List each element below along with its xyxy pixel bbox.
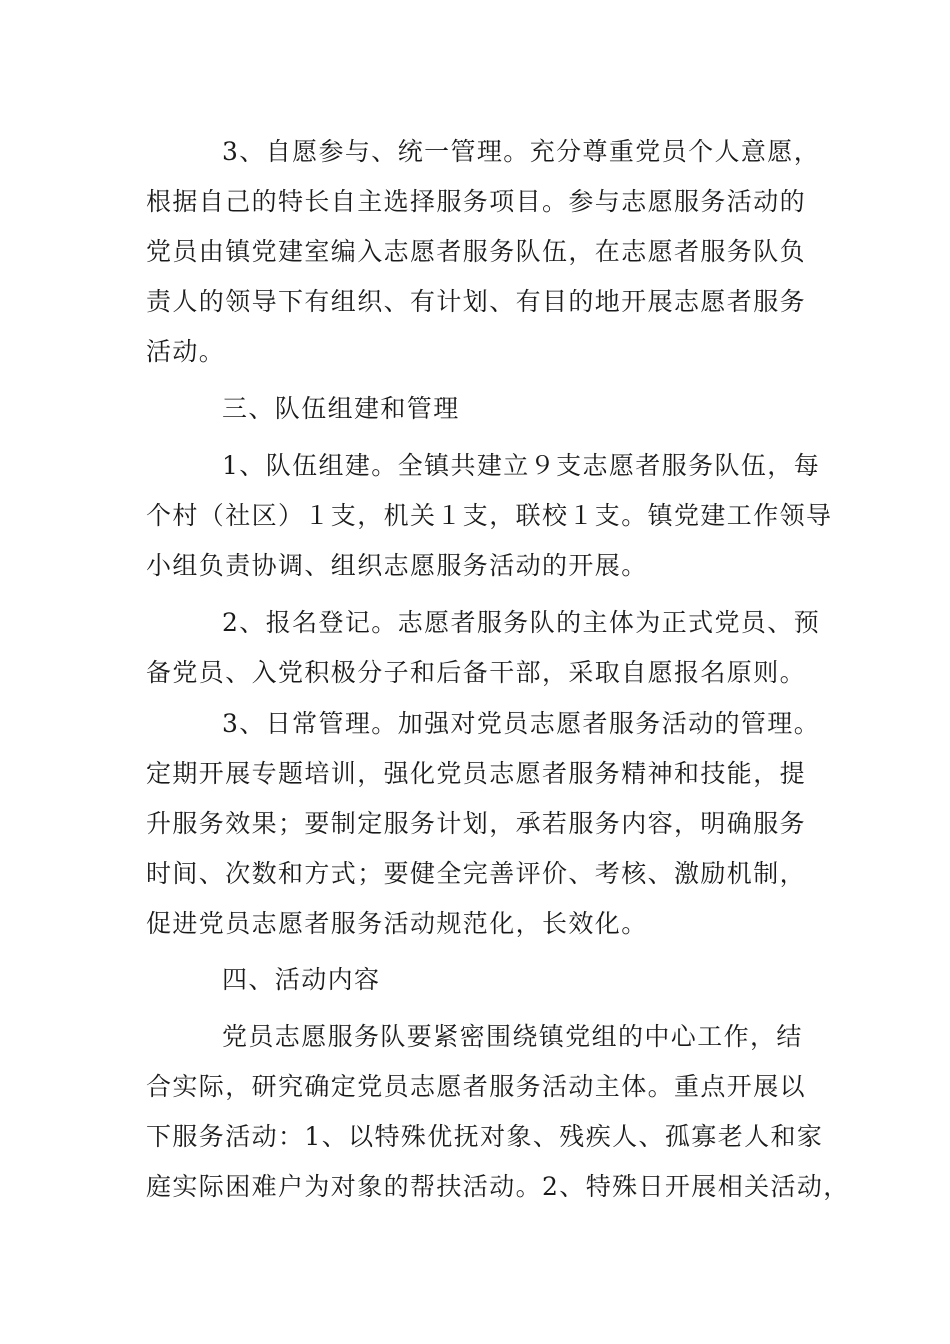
paragraph-daily-management-line: 时间、次数和方式；要健全完善评价、考核、激励机制，: [146, 859, 807, 888]
heading-team-building: 三、队伍组建和管理: [222, 394, 460, 423]
paragraph-daily-management-line: 促进党员志愿者服务活动规范化，长效化。: [146, 909, 648, 938]
paragraph-self-willing-management-line: 责人的领导下有组织、有计划、有目的地开展志愿者服务: [146, 287, 807, 316]
paragraph-self-willing-management-line: 活动。: [146, 337, 226, 366]
paragraph-self-willing-management-line: 3、自愿参与、统一管理。充分尊重党员个人意愿，: [222, 137, 821, 166]
paragraph-self-willing-management-line: 根据自己的特长自主选择服务项目。参与志愿服务活动的: [146, 187, 807, 216]
paragraph-daily-management-line: 升服务效果；要制定服务计划，承若服务内容，明确服务: [146, 809, 807, 838]
paragraph-registration-line: 备党员、入党积极分子和后备干部，采取自愿报名原则。: [146, 658, 807, 687]
paragraph-activity-content-line: 合实际，研究确定党员志愿者服务活动主体。重点开展以: [146, 1072, 807, 1101]
paragraph-daily-management-line: 定期开展专题培训，强化党员志愿者服务精神和技能，提: [146, 759, 807, 788]
heading-activity-content: 四、活动内容: [222, 965, 381, 994]
paragraph-team-formation-line: 个村（社区）１支，机关１支，联校１支。镇党建工作领导: [146, 501, 833, 530]
paragraph-activity-content-line: 党员志愿服务队要紧密围绕镇党组的中心工作，结: [222, 1022, 803, 1051]
paragraph-registration-line: 2、报名登记。志愿者服务队的主体为正式党员、预: [222, 608, 821, 637]
paragraph-team-formation-line: 小组负责协调、组织志愿服务活动的开展。: [146, 551, 648, 580]
paragraph-team-formation-line: 1、队伍组建。全镇共建立９支志愿者服务队伍，每: [222, 451, 821, 480]
paragraph-activity-content-line: 下服务活动：1、以特殊优抚对象、残疾人、孤寡老人和家: [146, 1122, 824, 1151]
paragraph-daily-management-line: 3、日常管理。加强对党员志愿者服务活动的管理。: [222, 709, 821, 738]
paragraph-self-willing-management-line: 党员由镇党建室编入志愿者服务队伍，在志愿者服务队负: [146, 237, 807, 266]
paragraph-activity-content-line: 庭实际困难户为对象的帮扶活动。2、特殊日开展相关活动，: [146, 1172, 850, 1201]
